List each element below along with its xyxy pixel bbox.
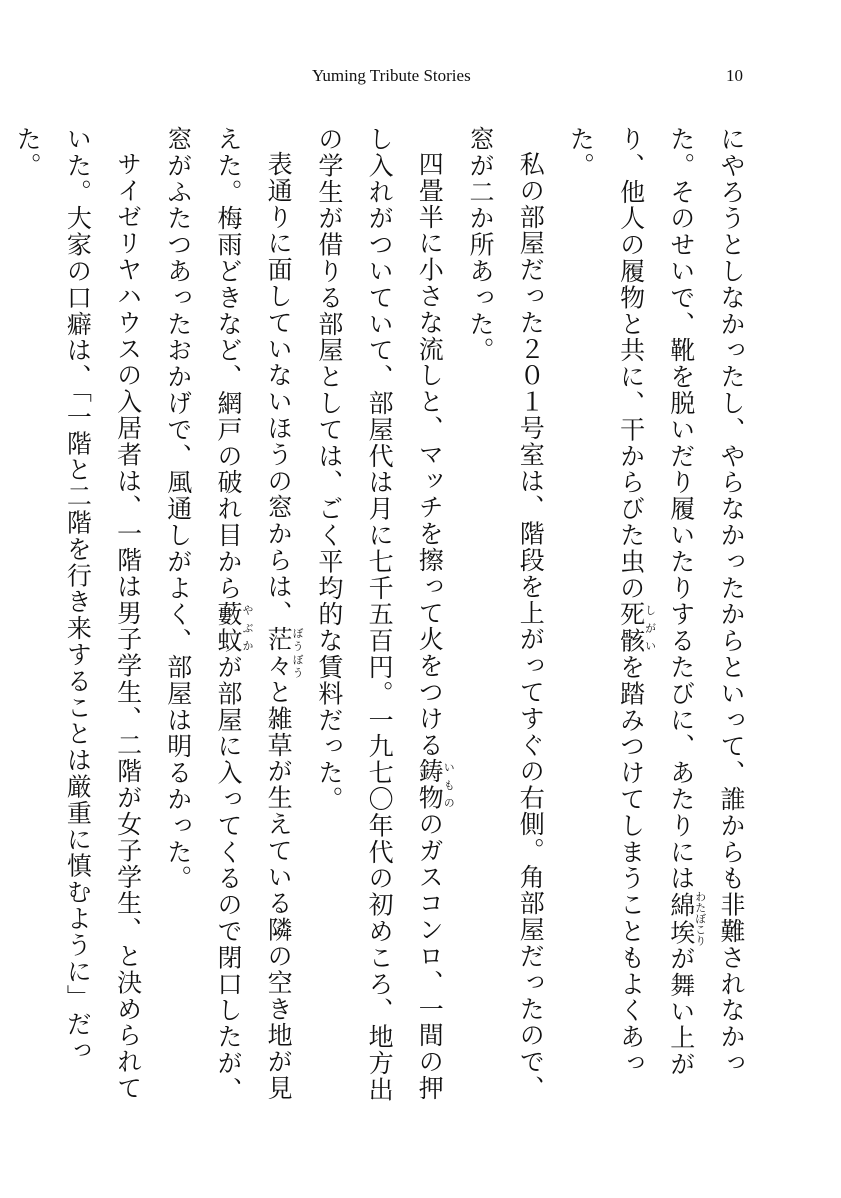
vertical-body-text (13, 126, 756, 1106)
paragraph-5: サイゼリヤハウスの入居者は、一階は男子学生、二階が女子学生、と決められていた。大家の口癖は、「一階と二階を行き来することは厳重に慎むように」だった。 (13, 126, 143, 1102)
ruby-imono (415, 758, 456, 812)
ruby-shigai (616, 601, 657, 655)
ruby-imono-reading: いもの (442, 758, 456, 812)
page-number: 10 (726, 66, 743, 85)
paragraph-3-text-a: 四畳半に小さな流しと、マッチを擦って火をつける (415, 151, 445, 759)
paragraph-4 (153, 126, 304, 1106)
ruby-shigai-base: 死骸 (616, 601, 646, 655)
paragraph-4-text-b: と雑草が生えている隣の空き地が見えた。梅雨どきなど、網戸の破れ目から (213, 126, 294, 1102)
paragraph-2: 私の部屋だった２０１号室は、階段を上がってすぐの右側。角部屋だったので、窓が二か所あった。 (465, 126, 546, 1102)
ruby-yabuka-base: 藪蚊 (213, 601, 243, 655)
ruby-yabuka (213, 601, 254, 655)
ruby-boubou (264, 626, 305, 680)
paragraph-4-text-a: 表通りに面していないほうの窓からは、 (264, 151, 294, 627)
ruby-boubou-base: 茫々 (264, 626, 294, 680)
ruby-watabokori-reading: わたぼこり (693, 891, 707, 947)
paragraph-3-text-b: のガスコンロ、一間の押し入れがついていて、部屋代は月に七千五百円。一九七〇年代の初めころ、地方出の学生が借りる部屋としては、ごく平均的な賃料だった。 (314, 126, 445, 1103)
paragraph-1-text-c: を踏みつけてしまうこともよくあった。 (566, 126, 646, 1077)
paragraph-4-text-c: が部屋に入ってくるので閉口したが、窓がふたつあったおかげで、風通しがよく、部屋は明るかった。 (163, 126, 243, 1103)
ruby-yabuka-reading: やぶか (240, 601, 254, 655)
ruby-watabokori (666, 891, 707, 947)
paragraph-1-text-b: が舞い上がり、他人の履物と共に、干からびた虫の (616, 126, 696, 1078)
ruby-boubou-reading: ぼうぼう (291, 626, 305, 679)
page-header (0, 62, 841, 92)
ruby-watabokori-base: 綿埃 (666, 891, 696, 947)
paragraph-1-text-a: にやろうとしなかったし、やらなかったからといって、誰からも非難されなかった。そのせいで、靴を脱いだり履いたりするたびに、あたりには (666, 126, 746, 1077)
ruby-shigai-reading: しがい (643, 601, 657, 655)
paragraph-1 (555, 126, 756, 1106)
book-title: Yuming Tribute Stories (312, 66, 471, 85)
paragraph-3 (304, 126, 455, 1106)
ruby-imono-base: 鋳物 (415, 758, 445, 812)
paragraph-6 (0, 126, 2, 1106)
